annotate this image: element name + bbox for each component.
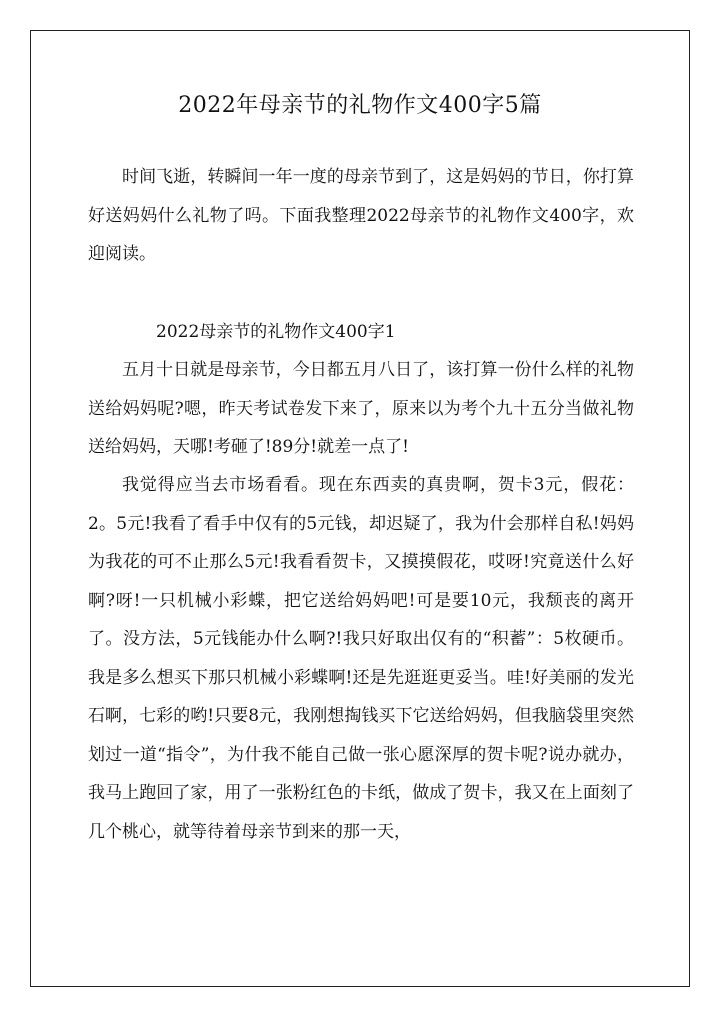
body-paragraph-2: 我觉得应当去市场看看。现在东西卖的真贵啊，贺卡3元，假花：2。5元!我看了看手中仅有的5元钱，却迟疑了，我为什会那样自私!妈妈为我花的可不止那么5元!我看看贺卡，又摸摸假花，哎呀!究竟送什么好啊?呀!一只机械小彩蝶，把它送给妈妈吧!可是要10元，我颓丧的离开了。没方法，5元钱能办什么啊?!我只好取出仅有的“积蓄”：5枚硬币。我是多么想买下那只机械小彩蝶啊!还是先逛逛更妥当。哇!好美丽的发光石啊，七彩的哟!只要8元，我刚想掏钱买下它送给妈妈，但我脑袋里突然划过一道“指令”，为什我不能自己做一张心愿深厚的贺卡呢?说办就办，我马上跑回了家，用了一张粉红色的卡纸，做成了贺卡，我又在上面刻了几个桃心，就等待着母亲节到来的那一天， <box>88 475 634 842</box>
document-title: 2022年母亲节的礼物作文400字5篇 <box>178 93 542 118</box>
section-heading: 2022母亲节的礼物作文400字1 <box>156 322 396 342</box>
body-paragraph-1: 五月十日就是母亲节，今日都五月八日了，该打算一份什么样的礼物送给妈妈呢?嗯，昨天考试卷发下来了，原来以为考个九十五分当做礼物送给妈妈，天哪!考砸了!89分!就差一点了! <box>88 360 634 457</box>
intro-paragraph: 时间飞逝，转瞬间一年一度的母亲节到了，这是妈妈的节日，你打算好送妈妈什么礼物了吗。下面我整理2022母亲节的礼物作文400字，欢迎阅读。 <box>88 167 634 264</box>
